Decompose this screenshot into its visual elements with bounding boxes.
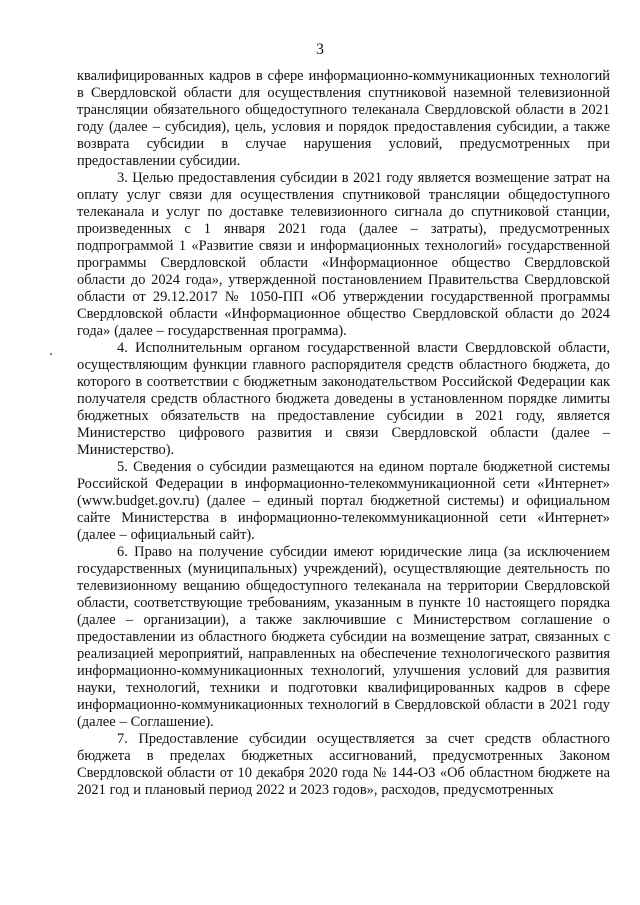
paragraph-4: 4. Исполнительным органом государственной власти Свердловской области, осуществляющим функции главного распорядителя средств областного бюджета, до которого в соответствии с бюджетным законодательством Российской Федерации как получателя средств областного бюджета доведены в установленном порядке лимиты бюджетных обязательств на предоставление субсидии в 2021 году, является Министерство цифрового развития и связи Свердловской области (далее – Министерство).: [77, 340, 610, 458]
paragraph-7: 7. Предоставление субсидии осуществляется за счет средств областного бюджета в пределах бюджетных ассигнований, предусмотренных Законом Свердловской области от 10 декабря 2020 года № 144-ОЗ «Об областном бюджете на 2021 год и плановый период 2022 и 2023 годов», расходов, предусмотренных: [77, 731, 610, 798]
paragraph-3: 3. Целью предоставления субсидии в 2021 году является возмещение затрат на оплату услуг связи для осуществления спутниковой трансляции общедоступного телеканала и услуг по доставке телевизионного сигнала до спутниковой станции, произведенных с 1 января 2021 года (далее – затраты), предусмотренных подпрограммой 1 «Развитие связи и информационных технологий» государственной программы Свердловской области «Информационное общество Свердловской области до 2024 года», утвержденной постановлением Правительства Свердловской области от 29.12.2017 № 1050-ПП «Об утверждении государственной программы Свердловской области «Информационное общество Свердловской области до 2024 года» (далее – государственная программа).: [77, 170, 610, 339]
page-number: 3: [316, 41, 324, 58]
paragraph-6: 6. Право на получение субсидии имеют юридические лица (за исключением государственных (муниципальных) учреждений), осуществляющие деятельность по телевизионному вещанию общедоступного телеканала на территории Свердловской области, соответствующие требованиям, указанным в пункте 10 настоящего порядка (далее – организации), а также заключившие с Министерством соглашение о предоставлении из областного бюджета субсидии на возмещение затрат, связанных с реализацией мероприятий, направленных на обеспечение технологического развития информационно-коммуникационных технологий, улучшения условий для развития науки, технологий, техники и подготовки квалифицированных кадров в сфере информационно-коммуникационных технологий в Свердловской области в 2021 году (далее – Соглашение).: [77, 544, 610, 730]
paragraph-continuation: квалифицированных кадров в сфере информационно-коммуникационных технологий в Свердловской области для осуществления спутниковой наземной телевизионной трансляции обязательного общедоступного телеканала Свердловской области в 2021 году (далее – субсидия), цель, условия и порядок предоставления субсидии, а также возврата субсидии в случае нарушения условий, предусмотренных при предоставлении субсидии.: [77, 68, 610, 169]
paragraph-5: 5. Сведения о субсидии размещаются на едином портале бюджетной системы Российской Федерации в информационно-телекоммуникационной сети «Интернет» (www.budget.gov.ru) (далее – единый портал бюджетной системы) и официальном сайте Министерства в информационно-телекоммуникационной сети «Интернет» (далее – официальный сайт).: [77, 459, 610, 543]
document-body: [77, 68, 610, 799]
stray-mark: [50, 353, 52, 355]
